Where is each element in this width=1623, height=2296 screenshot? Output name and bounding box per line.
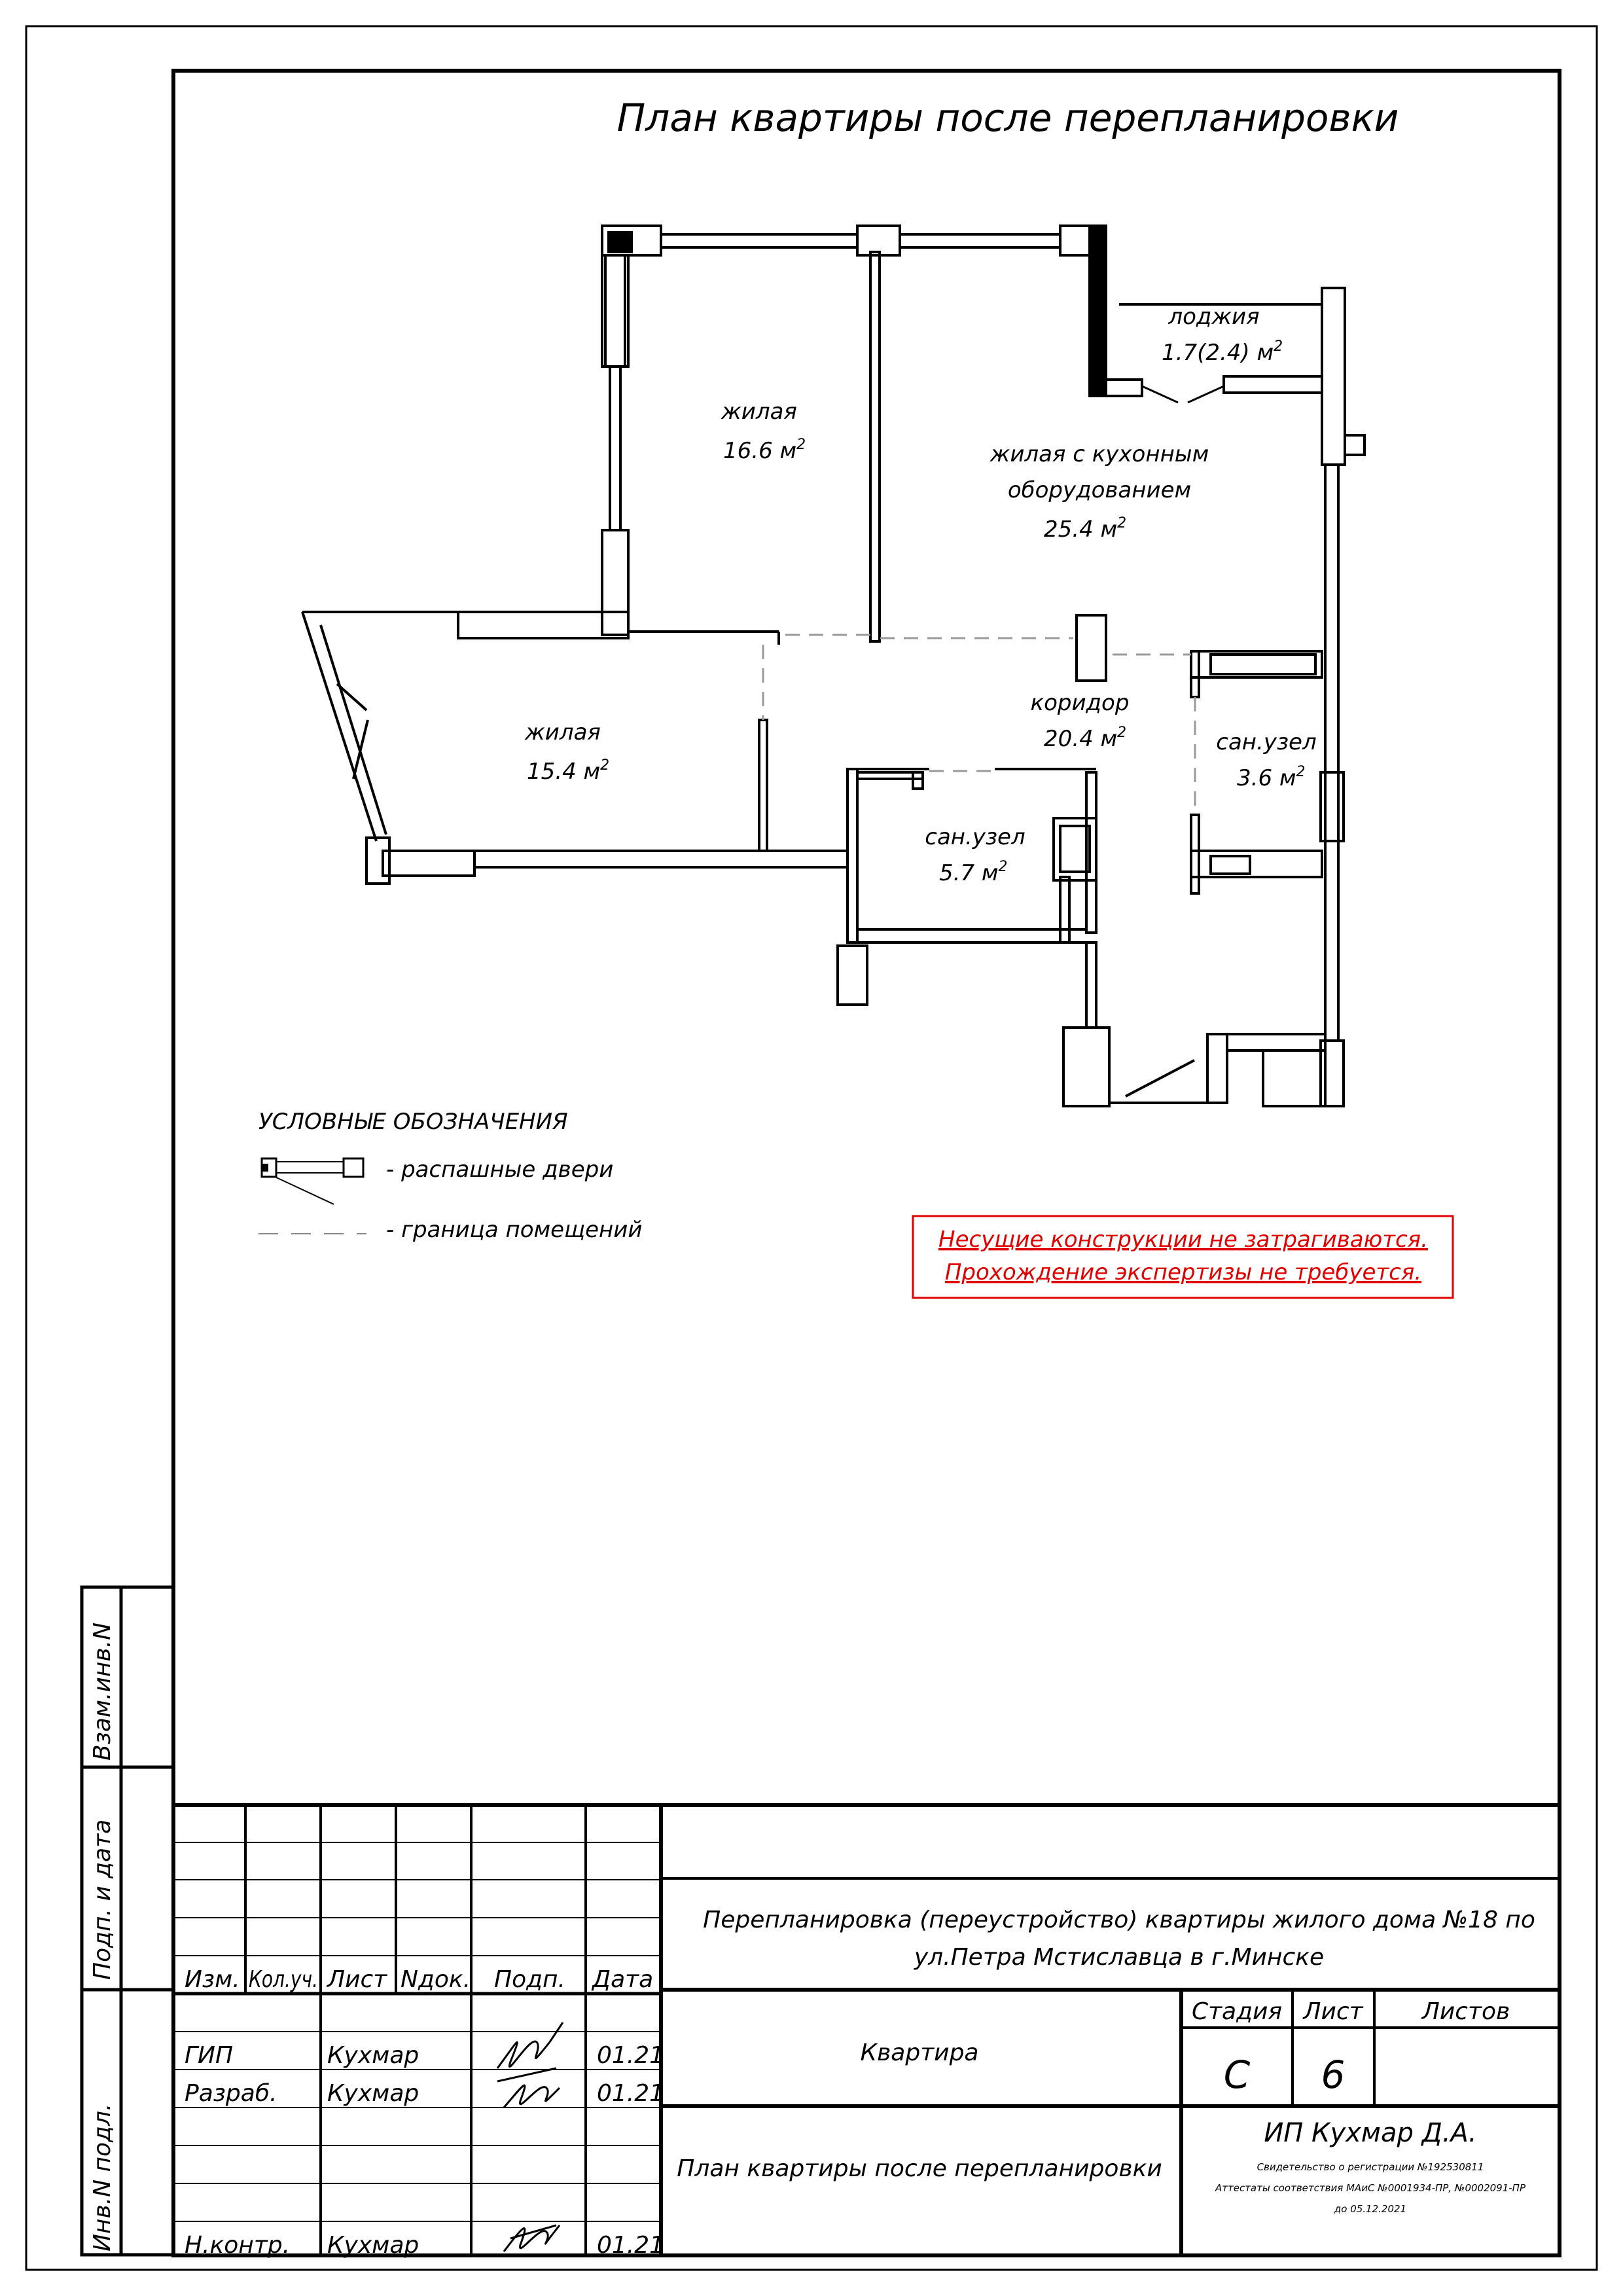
sheet-value: 6 xyxy=(1321,2053,1346,2097)
legend-boundary: - граница помещений xyxy=(386,1217,643,1243)
row-razrab-date: 01.21 xyxy=(597,2080,665,2107)
stamp-inv: Инв.N подл. xyxy=(89,2103,116,2251)
sheets-label: Листов xyxy=(1421,1998,1510,2025)
notice-line1: Несущие конструкции не затрагиваются. xyxy=(938,1227,1428,1253)
cert-line3: до 05.12.2021 xyxy=(1334,2203,1407,2215)
hdr-data: Дата xyxy=(592,1966,654,1993)
stamp-vzam: Взам.инв.N xyxy=(89,1622,116,1761)
legend xyxy=(259,1109,642,1243)
room-wc2-area: 5.7 $м^2$ xyxy=(939,859,1008,886)
room-kitchen-area: 25.4 $м^2$ xyxy=(1044,515,1127,543)
room-corridor-name: коридор xyxy=(1030,690,1130,716)
hdr-list: Лист xyxy=(327,1966,387,1993)
room-wc1-name: сан.узел xyxy=(1216,729,1317,755)
sheet-label: Лист xyxy=(1303,1998,1363,2025)
stamp-podp: Подп. и дата xyxy=(89,1819,116,1980)
room-wc1-area: 3.6 $м^2$ xyxy=(1237,764,1306,791)
room-corridor-area: 20.4 $м^2$ xyxy=(1044,725,1127,752)
room-labels xyxy=(524,304,1317,886)
hdr-ndok: Nдок. xyxy=(401,1966,471,1993)
row-nkontr-date: 01.21 xyxy=(597,2232,665,2259)
cert-line1: Свидетельство о регистрации №192530811 xyxy=(1257,2161,1484,2173)
room-loggia-name: лоджия xyxy=(1168,304,1260,330)
room-loggia-area: 1.7(2.4) $м^2$ xyxy=(1162,338,1283,366)
project-title-1: Перепланировка (переустройство) квартиры жилого дома №18 по xyxy=(703,1907,1535,1933)
legend-title: УСЛОВНЫЕ ОБОЗНАЧЕНИЯ xyxy=(259,1109,568,1135)
room-living2-name: жилая xyxy=(525,719,601,745)
drawing-name: План квартиры после перепланировки xyxy=(677,2155,1162,2182)
room-wc2-name: сан.узел xyxy=(925,824,1026,850)
project-title-2: ул.Петра Мстиславца в г.Минске xyxy=(914,1944,1325,1971)
cert-line2: Аттестаты соответствия МАиС №0001934-ПР, №0002091-ПР xyxy=(1215,2182,1526,2194)
room-kitchen-name2: оборудованием xyxy=(1007,477,1192,503)
row-nkontr-role: Н.контр. xyxy=(185,2232,291,2259)
legend-doors: - распашные двери xyxy=(386,1157,614,1183)
room-living2-area: 15.4 $м^2$ xyxy=(527,757,610,785)
row-gip-name: Кухмар xyxy=(327,2042,419,2069)
hdr-podp: Подп. xyxy=(494,1966,565,1993)
stage-label: Стадия xyxy=(1191,1998,1283,2025)
notice-line2: Прохождение экспертизы не требуется. xyxy=(944,1259,1422,1285)
signatures xyxy=(497,2022,563,2251)
room-living1-area: 16.6 $м^2$ xyxy=(723,437,806,464)
hdr-kolvo: Кол.уч. xyxy=(249,1966,318,1993)
sheet-title: План квартиры после перепланировки xyxy=(616,96,1399,140)
company-name: ИП Кухмар Д.А. xyxy=(1264,2118,1477,2148)
row-gip-date: 01.21 xyxy=(597,2042,665,2069)
room-kitchen-name: жилая с кухонным xyxy=(990,441,1209,467)
room-living1-name: жилая xyxy=(721,399,797,425)
hdr-izm: Изм. xyxy=(185,1966,240,1993)
object-name: Квартира xyxy=(860,2039,979,2066)
stage-value: С xyxy=(1223,2053,1251,2097)
row-razrab-role: Разраб. xyxy=(185,2080,277,2107)
row-razrab-name: Кухмар xyxy=(327,2080,419,2107)
row-nkontr-name: Кухмар xyxy=(327,2232,419,2259)
row-gip-role: ГИП xyxy=(185,2042,234,2069)
